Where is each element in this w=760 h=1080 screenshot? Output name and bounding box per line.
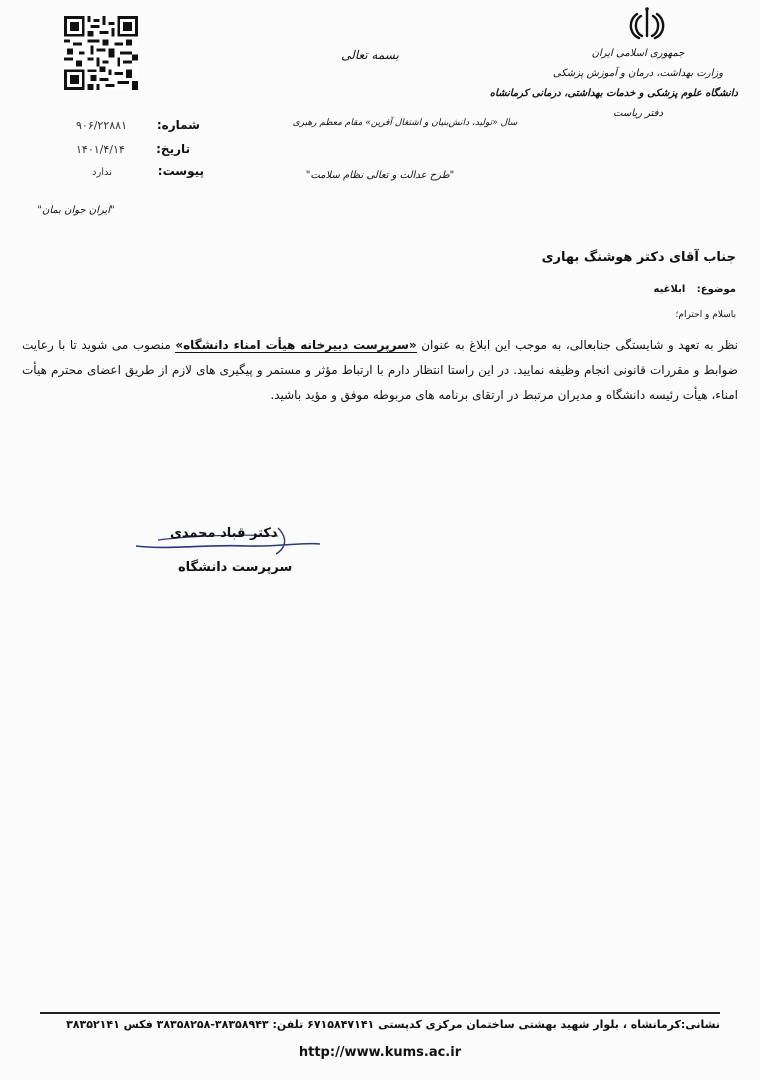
subject-line [654,284,736,295]
greeting: باسلام و احترام؛ [675,310,736,320]
footer-address: نشانی:کرمانشاه ، بلوار شهید بهشتی ساختمان مرکزی کدپستی ۶۷۱۵۸۴۷۱۴۱ تلفن: ۳۸۳۵۸۹۴۳-۳۸۳۵۸۲۵۸ فکس ۳۸۳۵۲۱۴۱ [66,1018,720,1031]
addressee: جناب آقای دکتر هوشنگ بهاری [541,250,736,265]
footer-url[interactable]: http://www.kums.ac.ir [298,1045,462,1060]
body-text-start: نظر به تعهد و شایستگی جنابعالی، به موجب این ابلاغ به عنوان [416,338,738,352]
signer-name: دکتر قباد محمدی [170,526,278,541]
bismillah: بسمه تعالی [341,48,399,62]
subject-value: ابلاغیه [653,284,686,295]
number-value: ۹۰۶/۲۲۸۸۱ [76,119,127,132]
ministry-line: دفتر ریاست [613,108,663,119]
date-value: ۱۴۰۱/۴/۱۴ [76,143,125,156]
signer-title: سرپرست دانشگاه [178,560,293,575]
iran-slogan: "ایران جوان بمان" [37,205,115,216]
iran-emblem-icon [626,6,668,42]
appointment-title: «سرپرست دبیرخانه هیأت امناء دانشگاه» [175,338,417,352]
attachment-value: ندارد [92,167,113,178]
date-label: تاریخ: [156,142,190,156]
body-text-end: منصوب می شوید تا با رعایت ضوابط و مقررات قانونی انجام وظیفه نمایید. در این راستا انتظار دارم با ارتباط مؤثر و مستمر و پیگیری های لازم از طریق اعضای محترم هیأت امناء، هیأت رئیسه دانشگاه و مدیران مرتبط در ارتقای برنامه های مربوطه موفق و مؤید باشید. [22,338,738,402]
qr-code [64,16,138,90]
number-label: شماره: [156,118,200,132]
year-slogan: سال «تولید، دانش‌بنیان و اشتغال آفرین» مقام معظم رهبری [292,118,518,128]
ministry-header [489,44,738,124]
subject-label: موضوع: [696,284,736,295]
footer-divider [40,1012,720,1014]
plan-slogan: "طرح عدالت و تعالی نظام سلامت" [305,170,455,181]
attachment-label: پیوست: [157,164,204,178]
ministry-line: دانشگاه علوم پزشکی و خدمات بهداشتی، درمانی کرمانشاه [489,88,738,99]
letter-body [22,333,738,408]
ministry-line: جمهوری اسلامی ایران [591,48,685,59]
ministry-line: وزارت بهداشت، درمان و آموزش پزشکی [552,68,724,79]
